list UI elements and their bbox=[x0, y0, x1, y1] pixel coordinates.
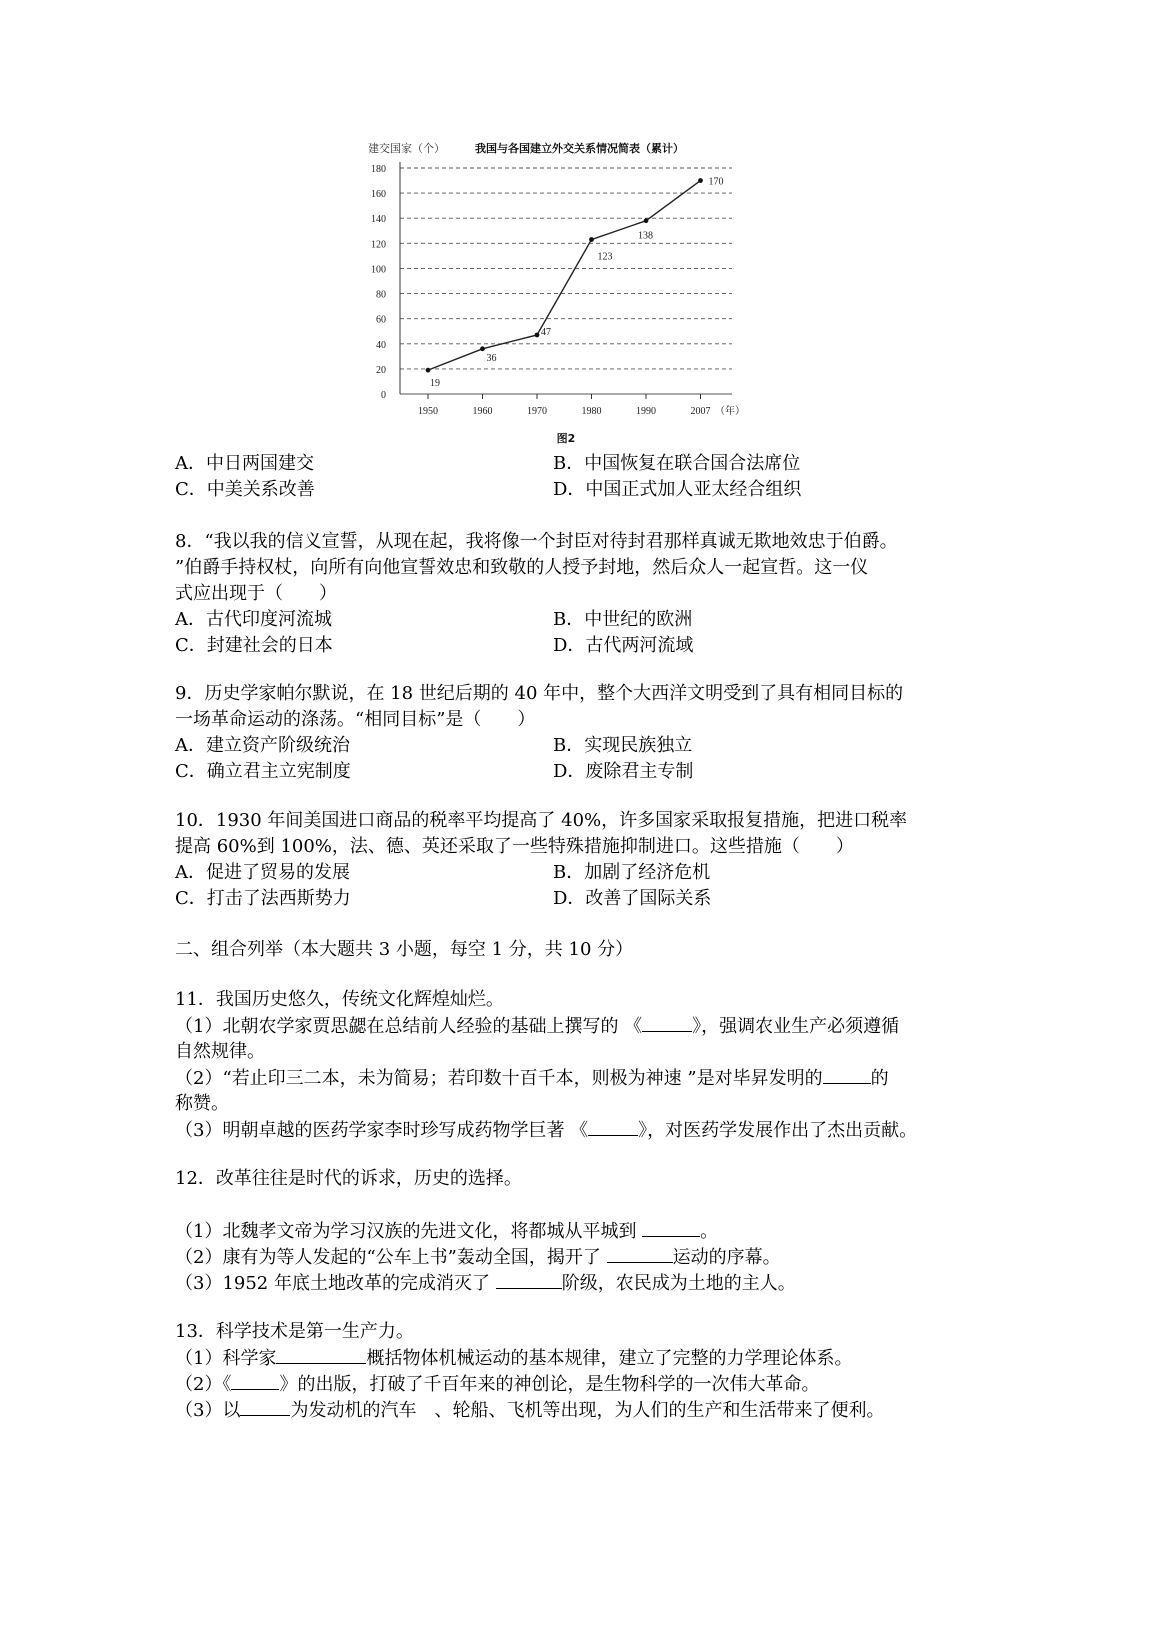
q13-part1-line bbox=[175, 1345, 852, 1372]
data-label: 170 bbox=[708, 176, 724, 188]
x-tick-label: 1990 bbox=[636, 406, 656, 417]
q13-part1-text-b: 概括物体机械运动的基本规律，建立了完整的力学理论体系。 bbox=[366, 1348, 853, 1369]
y-tick-label: 60 bbox=[376, 314, 386, 326]
q7-option-c: C．中美关系改善 bbox=[175, 479, 315, 500]
q9-stem-line1: 9．历史学家帕尔默说，在 18 世纪后期的 40 年中，整个大西洋文明受到了具有相同目标的 bbox=[175, 683, 904, 704]
q7-option-d: D．中国正式加人亚太经合组织 bbox=[553, 479, 802, 500]
q12-part3-line bbox=[175, 1270, 796, 1297]
q11-part3-text-a: （3）明朝卓越的医药学家李时珍写成药物学巨著 《 bbox=[175, 1120, 589, 1141]
data-point bbox=[644, 218, 649, 223]
y-tick-label: 100 bbox=[371, 264, 386, 276]
x-tick-label: 1960 bbox=[472, 406, 493, 417]
q8-option-b: B．中世纪的欧洲 bbox=[553, 609, 693, 630]
q11-part1-line2: 自然规律。 bbox=[175, 1041, 265, 1062]
data-point bbox=[480, 346, 485, 351]
q13-part2-text-a: （2）《 bbox=[175, 1374, 232, 1395]
q13-blank-1[interactable] bbox=[276, 1345, 366, 1364]
q8-option-a: A．古代印度河流城 bbox=[175, 609, 332, 630]
q8-stem-line3: 式应出现于（ ） bbox=[175, 583, 337, 604]
data-point bbox=[698, 178, 703, 183]
y-tick-label: 20 bbox=[376, 364, 386, 376]
q12-part1-text-b: 。 bbox=[700, 1221, 719, 1242]
q11-part2-line1 bbox=[175, 1065, 889, 1092]
q13-part3-text-a: （3）以 bbox=[175, 1400, 241, 1421]
data-point bbox=[589, 237, 594, 242]
q10-option-d: D．改善了国际关系 bbox=[553, 888, 712, 909]
q11-blank-3[interactable] bbox=[588, 1117, 638, 1136]
q11-stem: 11．我国历史悠久，传统文化辉煌灿烂。 bbox=[175, 989, 504, 1010]
q13-part2-line bbox=[175, 1371, 819, 1398]
q11-part2-line2: 称赞。 bbox=[175, 1093, 229, 1114]
data-label: 123 bbox=[597, 251, 613, 263]
data-label: 47 bbox=[541, 326, 551, 338]
y-tick-label: 140 bbox=[371, 214, 386, 226]
y-tick-label: 180 bbox=[371, 164, 386, 175]
q13-part1-text-a: （1）科学家 bbox=[175, 1348, 277, 1369]
q11-blank-2[interactable] bbox=[823, 1065, 871, 1084]
q9-stem-line2: 一场革命运动的涤荡。“相同目标”是（ ） bbox=[175, 709, 536, 730]
q11-part1-text-b: 》，强调农业生产必须遵循 bbox=[692, 1016, 900, 1037]
x-tick-label: 1970 bbox=[527, 406, 547, 417]
chart-svg bbox=[368, 140, 780, 470]
q12-part1-text-a: （1）北魏孝文帝为学习汉族的先进文化，将都城从平城到 bbox=[175, 1221, 643, 1242]
q13-blank-2[interactable] bbox=[231, 1371, 279, 1390]
q11-blank-1[interactable] bbox=[642, 1013, 692, 1032]
data-point bbox=[426, 368, 431, 373]
q11-part2-text-b: 的 bbox=[870, 1068, 889, 1089]
q13-part3-text-b: 为发动机的汽车 、轮船、飞机等出现，为人们的生产和生活带来了便利。 bbox=[290, 1400, 885, 1421]
q13-stem: 13．科学技术是第一生产力。 bbox=[175, 1321, 414, 1342]
x-tick-label: 1950 bbox=[418, 406, 438, 417]
y-tick-label: 80 bbox=[376, 289, 386, 301]
q12-blank-1[interactable] bbox=[642, 1218, 700, 1237]
q11-part1-line1 bbox=[175, 1013, 899, 1040]
q12-part2-line bbox=[175, 1244, 781, 1271]
q7-option-b: B．中国恢复在联合国合法席位 bbox=[553, 453, 801, 474]
q10-option-a: A．促进了贸易的发展 bbox=[175, 862, 350, 883]
q12-part3-text-a: （3）1952 年底土地改革的完成消灭了 bbox=[175, 1273, 496, 1294]
q12-part3-text-b: 阶级，农民成为土地的主人。 bbox=[561, 1273, 796, 1294]
data-label: 138 bbox=[638, 230, 653, 242]
q10-stem-line2: 提高 60%到 100%，法、德、英还采取了一些特殊措施抑制进口。这些措施（ ） bbox=[175, 836, 854, 857]
q8-stem-line1: 8．“我以我的信义宣誓，从现在起，我将像一个封臣对待封君那样真诚无欺地效忠于伯爵。 bbox=[175, 531, 898, 552]
x-tick-label: 2007 bbox=[690, 406, 711, 417]
q10-option-b: B．加剧了经济危机 bbox=[553, 862, 711, 883]
q12-stem: 12．改革往往是时代的诉求，历史的选择。 bbox=[175, 1168, 522, 1189]
y-tick-label: 40 bbox=[376, 339, 386, 351]
q11-part1-text-a: （1）北朝农学家贾思勰在总结前人经验的基础上撰写的 《 bbox=[175, 1016, 643, 1037]
data-label: 19 bbox=[430, 378, 440, 390]
figure-caption: 图2 bbox=[556, 432, 576, 445]
q12-blank-3[interactable] bbox=[496, 1270, 562, 1289]
q8-option-c: C．封建社会的日本 bbox=[175, 635, 333, 656]
q9-option-b: B．实现民族独立 bbox=[553, 735, 693, 756]
q12-part1-line bbox=[175, 1218, 718, 1245]
q7-option-a: A．中日两国建交 bbox=[175, 453, 314, 474]
data-point bbox=[535, 333, 540, 338]
q13-part2-text-b: 》的出版，打破了千百年来的神创论，是生物科学的一次伟大革命。 bbox=[279, 1374, 820, 1395]
q12-part2-text-a: （2）康有为等人发起的“公车上书”轰动全国，揭开了 bbox=[175, 1247, 607, 1268]
q9-option-c: C．确立君主立宪制度 bbox=[175, 761, 351, 782]
q11-part3-text-b: 》，对医药学发展作出了杰出贡献。 bbox=[638, 1120, 918, 1141]
q8-option-d: D．古代两河流域 bbox=[553, 635, 694, 656]
q13-part3-line bbox=[175, 1397, 884, 1424]
q10-stem-line1: 10．1930 年间美国进口商品的税率平均提高了 40%，许多国家采取报复措施，把进口税率 bbox=[175, 810, 908, 831]
q9-option-d: D．废除君主专制 bbox=[553, 761, 694, 782]
q11-part3-line bbox=[175, 1117, 917, 1144]
q11-part2-text-a: （2）“若止印三二本，未为简易；若印数十百千本，则极为神速 ”是对毕昇发明的 bbox=[175, 1068, 823, 1089]
y-tick-label: 0 bbox=[381, 390, 386, 401]
y-tick-label: 120 bbox=[371, 239, 386, 251]
section-2-heading: 二、组合列举（本大题共 3 小题，每空 1 分，共 10 分） bbox=[175, 939, 634, 960]
q9-option-a: A．建立资产阶级统治 bbox=[175, 735, 350, 756]
y-axis-label: 建交国家（个） bbox=[368, 142, 445, 155]
series-line bbox=[428, 181, 701, 371]
q13-blank-3[interactable] bbox=[240, 1397, 290, 1416]
diplomacy-line-chart bbox=[368, 140, 780, 470]
y-tick-label: 160 bbox=[371, 189, 386, 201]
x-axis-label: （年） bbox=[715, 406, 745, 417]
data-label: 36 bbox=[486, 352, 497, 364]
q8-stem-line2: ”伯爵手持权杖，向所有向他宣誓效忠和致敬的人授予封地，然后众人一起宣哲。这一仪 bbox=[175, 557, 869, 578]
x-tick-label: 1980 bbox=[581, 406, 602, 417]
chart-title: 我国与各国建立外交关系情况简表（累计） bbox=[475, 142, 684, 155]
q12-blank-2[interactable] bbox=[607, 1244, 673, 1263]
q10-option-c: C．打击了法西斯势力 bbox=[175, 888, 351, 909]
q12-part2-text-b: 运动的序幕。 bbox=[672, 1247, 781, 1268]
